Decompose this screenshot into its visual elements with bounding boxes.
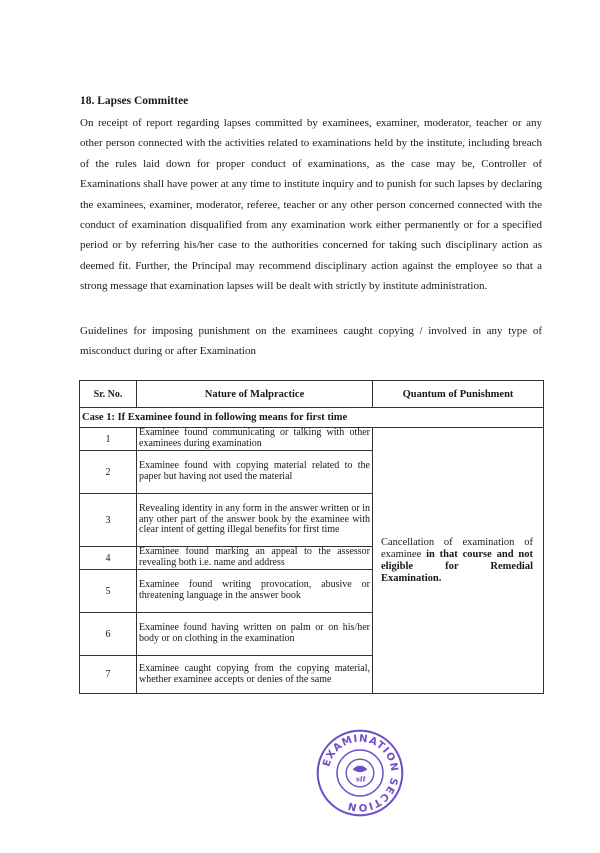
table-row xyxy=(80,428,544,451)
row-number: 3 xyxy=(80,494,137,547)
sr-no-header: Sr. No. xyxy=(80,381,137,408)
malpractice-table xyxy=(79,380,544,694)
row-description: Revealing identity in any form in the answer written or in any other part of the answer book by the examinee with clear intent of getting illegal benefits for first time xyxy=(137,494,373,547)
examination-section-stamp xyxy=(314,727,406,819)
case-title: Case 1: If Examinee found in following means for first time xyxy=(80,408,544,428)
malpractice-header: Nature of Malpractice xyxy=(137,381,373,408)
row-number: 4 xyxy=(80,547,137,570)
case-row xyxy=(80,408,544,428)
guidelines-paragraph: Guidelines for imposing punishment on the examinees caught copying / involved in any type of misconduct during or after Examination xyxy=(80,325,542,358)
row-description: Examinee found having written on palm or on his/her body or on clothing in the examination xyxy=(137,613,373,656)
row-number: 2 xyxy=(80,451,137,494)
stamp-text: EXAMINATION SECTION xyxy=(321,733,400,813)
section-heading: 18. Lapses Committee xyxy=(80,95,189,107)
row-number: 5 xyxy=(80,570,137,613)
row-number: 6 xyxy=(80,613,137,656)
sit-logo-icon xyxy=(346,759,374,787)
row-description: Examinee found with copying material related to the paper but having not used the material xyxy=(137,451,373,494)
row-number: 7 xyxy=(80,656,137,694)
punishment-header: Quantum of Punishment xyxy=(373,381,544,408)
row-description: Examinee found communicating or talking with other examinees during examination xyxy=(137,428,373,451)
table-header-row xyxy=(80,381,544,408)
punishment-emphasis: in that course and not eligible for Remedial Examination. xyxy=(381,548,533,584)
stamp-logo-text: sit xyxy=(355,774,367,784)
lapses-paragraph: On receipt of report regarding lapses committed by examinees, examiner, moderator, teacher or any other person connected with the activities related to examinations held by the institute, including breach of the rules laid down for proper conduct of examinations, as the case may be, Controller of Examinations shall have power at any time to institute inquiry and to punish for such lapses by declaring the examinees, examiner, moderator, referee, teacher or any other person concerned connected with the conduct of examination disqualified from any examination work either permanently or for a specified period or by referring his/her case to the authorities concerned for taking such disciplinary action as deemed fit. Further, the Principal may recommend disciplinary action against the employee so that a strong message that examination lapses will be dealt with strictly by institute administration. xyxy=(80,117,542,293)
row-description: Examinee found writing provocation, abusive or threatening language in the answer book xyxy=(137,570,373,613)
row-number: 1 xyxy=(80,428,137,451)
row-description: Examinee found marking an appeal to the assessor revealing both i.e. name and address xyxy=(137,547,373,570)
punishment-text: Cancellation of examination of examinee xyxy=(381,536,533,560)
punishment-cell xyxy=(373,428,544,694)
row-description: Examinee caught copying from the copying material, whether examinee accepts or denies of the same xyxy=(137,656,373,694)
stamp-inner-ring xyxy=(337,750,383,796)
